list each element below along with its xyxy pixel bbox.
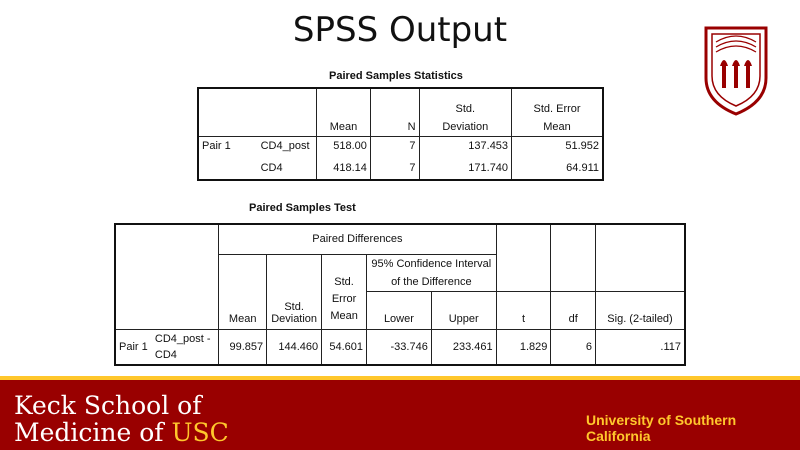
cell-se: 64.911	[512, 156, 603, 180]
table-row	[115, 329, 685, 365]
confidence-interval-header: 95% Confidence Interval of the Difference	[367, 254, 497, 291]
cell-lower: -33.746	[367, 329, 432, 365]
col-n: N	[370, 88, 419, 136]
keck-school-logo: Keck School of Medicine of USC	[14, 391, 229, 447]
col-std-error-mean: Std. Error Mean	[322, 254, 367, 329]
cell-se: 51.952	[512, 136, 603, 156]
col-mean: Mean	[317, 88, 371, 136]
cell-t: 1.829	[496, 329, 551, 365]
test-table-caption: Paired Samples Test	[249, 202, 356, 214]
pair-label: Pair 1	[198, 136, 258, 156]
cell-df: 6	[551, 329, 596, 365]
cell-sig: .117	[596, 329, 685, 365]
cell-mean: 99.857	[219, 329, 267, 365]
slide-title: SPSS Output	[292, 10, 508, 50]
variable-name: CD4_post	[258, 136, 317, 156]
col-sig: Sig. (2-tailed)	[596, 291, 685, 329]
paired-differences-header: Paired Differences	[219, 224, 496, 254]
col-std-deviation: Std. Deviation	[267, 254, 322, 329]
variable-name: CD4	[258, 156, 317, 180]
col-upper: Upper	[431, 291, 496, 329]
col-std-deviation: Std. Deviation	[419, 88, 512, 136]
cell-mean: 418.14	[317, 156, 371, 180]
table-row	[198, 156, 603, 180]
cell-upper: 233.461	[431, 329, 496, 365]
paired-samples-test-table	[114, 223, 686, 366]
cell-n: 7	[370, 156, 419, 180]
pair-label: Pair 1	[115, 329, 152, 365]
variable-name: CD4_post - CD4	[152, 329, 219, 365]
stats-table-caption: Paired Samples Statistics	[329, 70, 463, 82]
col-t: t	[496, 291, 551, 329]
cell-sd: 137.453	[419, 136, 512, 156]
paired-samples-statistics-table	[197, 87, 604, 181]
usc-seal-logo	[700, 20, 772, 116]
cell-mean: 518.00	[317, 136, 371, 156]
col-df: df	[551, 291, 596, 329]
university-name: University of Southern California	[586, 412, 737, 444]
col-std-error-mean: Std. Error Mean	[512, 88, 603, 136]
col-mean: Mean	[219, 254, 267, 329]
cell-sd: 144.460	[267, 329, 322, 365]
cell-se: 54.601	[322, 329, 367, 365]
cell-sd: 171.740	[419, 156, 512, 180]
col-lower: Lower	[367, 291, 432, 329]
cell-n: 7	[370, 136, 419, 156]
table-row	[198, 136, 603, 156]
